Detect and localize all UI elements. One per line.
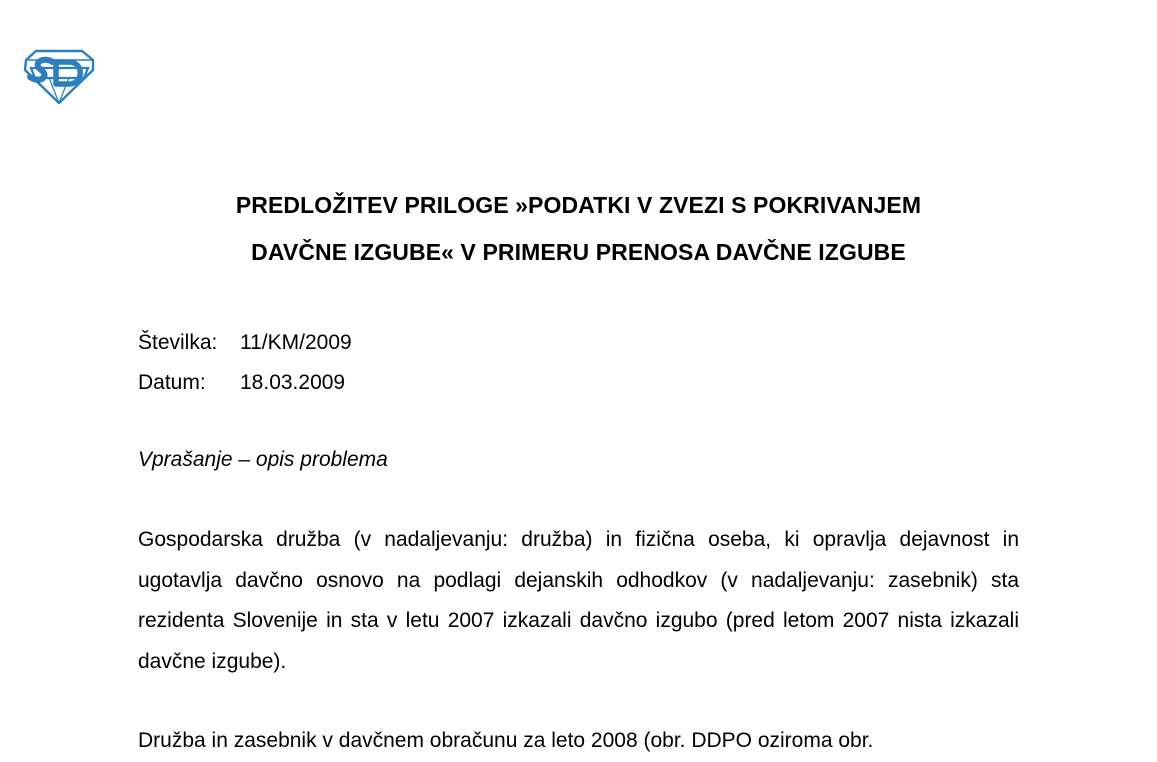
paragraph-1: Gospodarska družba (v nadaljevanju: družba) in fizična oseba, ki opravlja dejavnost in ugotavlja davčno osnovo na podlagi dejanskih odhodkov (v nadaljevanju: zasebnik) sta rezidenta Slovenije in sta v letu 2007 izkazali davčno izgubo (pred letom 2007 nista izkazali davčne izgube).	[138, 528, 1019, 673]
company-logo	[22, 48, 96, 104]
number-row	[138, 323, 352, 363]
date-row	[138, 363, 352, 403]
title-line-1: PREDLOŽITEV PRILOGE »PODATKI V ZVEZI S POKRIVANJEM	[235, 192, 922, 218]
number-value: 11/KM/2009	[240, 331, 352, 354]
number-label: Številka:	[138, 331, 218, 354]
section-heading: Vprašanje – opis problema	[138, 448, 388, 471]
date-value: 18.03.2009	[240, 371, 346, 394]
document-title	[0, 182, 1157, 276]
document-meta	[138, 323, 352, 403]
date-label: Datum:	[138, 371, 206, 394]
diamond-sd-logo-icon	[22, 48, 96, 104]
paragraph-2: Družba in zasebnik v davčnem obračunu za leto 2008 (obr. DDPO oziroma obr.	[138, 729, 874, 752]
title-line-2: DAVČNE IZGUBE« V PRIMERU PRENOSA DAVČNE IZGUBE	[251, 239, 906, 265]
